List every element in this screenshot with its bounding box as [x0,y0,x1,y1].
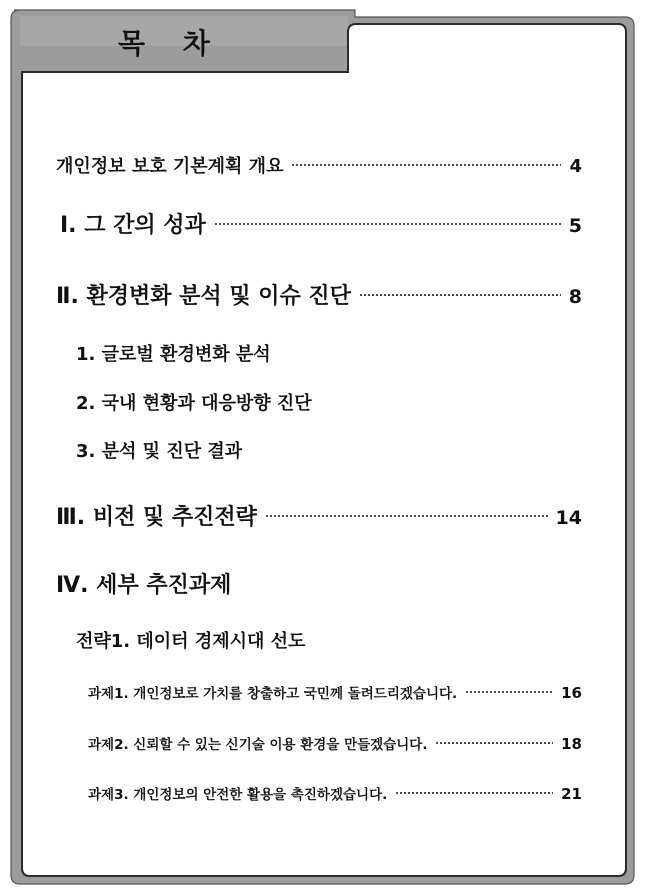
toc-entry-label: Ⅱ. 환경변화 분석 및 이슈 진단 [56,284,351,309]
toc-page-number: 16 [561,684,582,702]
toc-task-2[interactable] [88,733,582,753]
toc-entry-label: 과제2. 신뢰할 수 있는 신기술 이용 환경을 만들겠습니다. [88,737,428,753]
toc-entry-overview[interactable] [56,152,582,178]
toc-subentry-2-3[interactable]: 3. 분석 및 진단 결과 [76,441,243,462]
toc-task-1[interactable] [88,682,582,702]
toc-entry-chapter-2[interactable] [56,279,582,310]
toc-entry-label: 과제1. 개인정보로 가치를 창출하고 국민께 돌려드리겠습니다. [88,686,458,702]
toc-title: 목 차 [118,27,224,60]
toc-entry-chapter-1[interactable] [60,208,582,239]
toc-page-number: 21 [561,785,582,803]
toc-entry-label: Ⅲ. 비전 및 추진전략 [56,505,257,530]
toc-subentry-2-1[interactable]: 1. 글로벌 환경변화 분석 [76,344,271,365]
toc-subentry-2-2[interactable]: 2. 국내 현황과 대응방향 진단 [76,393,312,414]
toc-entry-chapter-4[interactable]: Ⅳ. 세부 추진과제 [56,573,232,598]
dot-leader [359,294,561,296]
dot-leader [395,792,553,794]
dot-leader [265,515,548,517]
toc-entry-label: 과제3. 개인정보의 안전한 활용을 촉진하겠습니다. [88,787,388,803]
toc-task-3[interactable] [88,783,582,803]
toc-entry-label: Ⅰ. 그 간의 성과 [60,213,206,238]
dot-leader [465,691,553,693]
toc-page-number: 5 [568,215,582,237]
dot-leader [214,223,561,225]
toc-page-number: 4 [569,156,582,177]
toc-entry-chapter-3[interactable] [56,500,582,531]
toc-entry-label: 개인정보 보호 기본계획 개요 [56,156,284,177]
toc-page-number: 18 [561,735,582,753]
toc-strategy-1[interactable]: 전략1. 데이터 경제시대 선도 [76,631,306,652]
toc-page-number: 8 [568,286,582,308]
toc-page-number: 14 [555,507,582,529]
dot-leader [291,164,561,166]
dot-leader [435,742,553,744]
